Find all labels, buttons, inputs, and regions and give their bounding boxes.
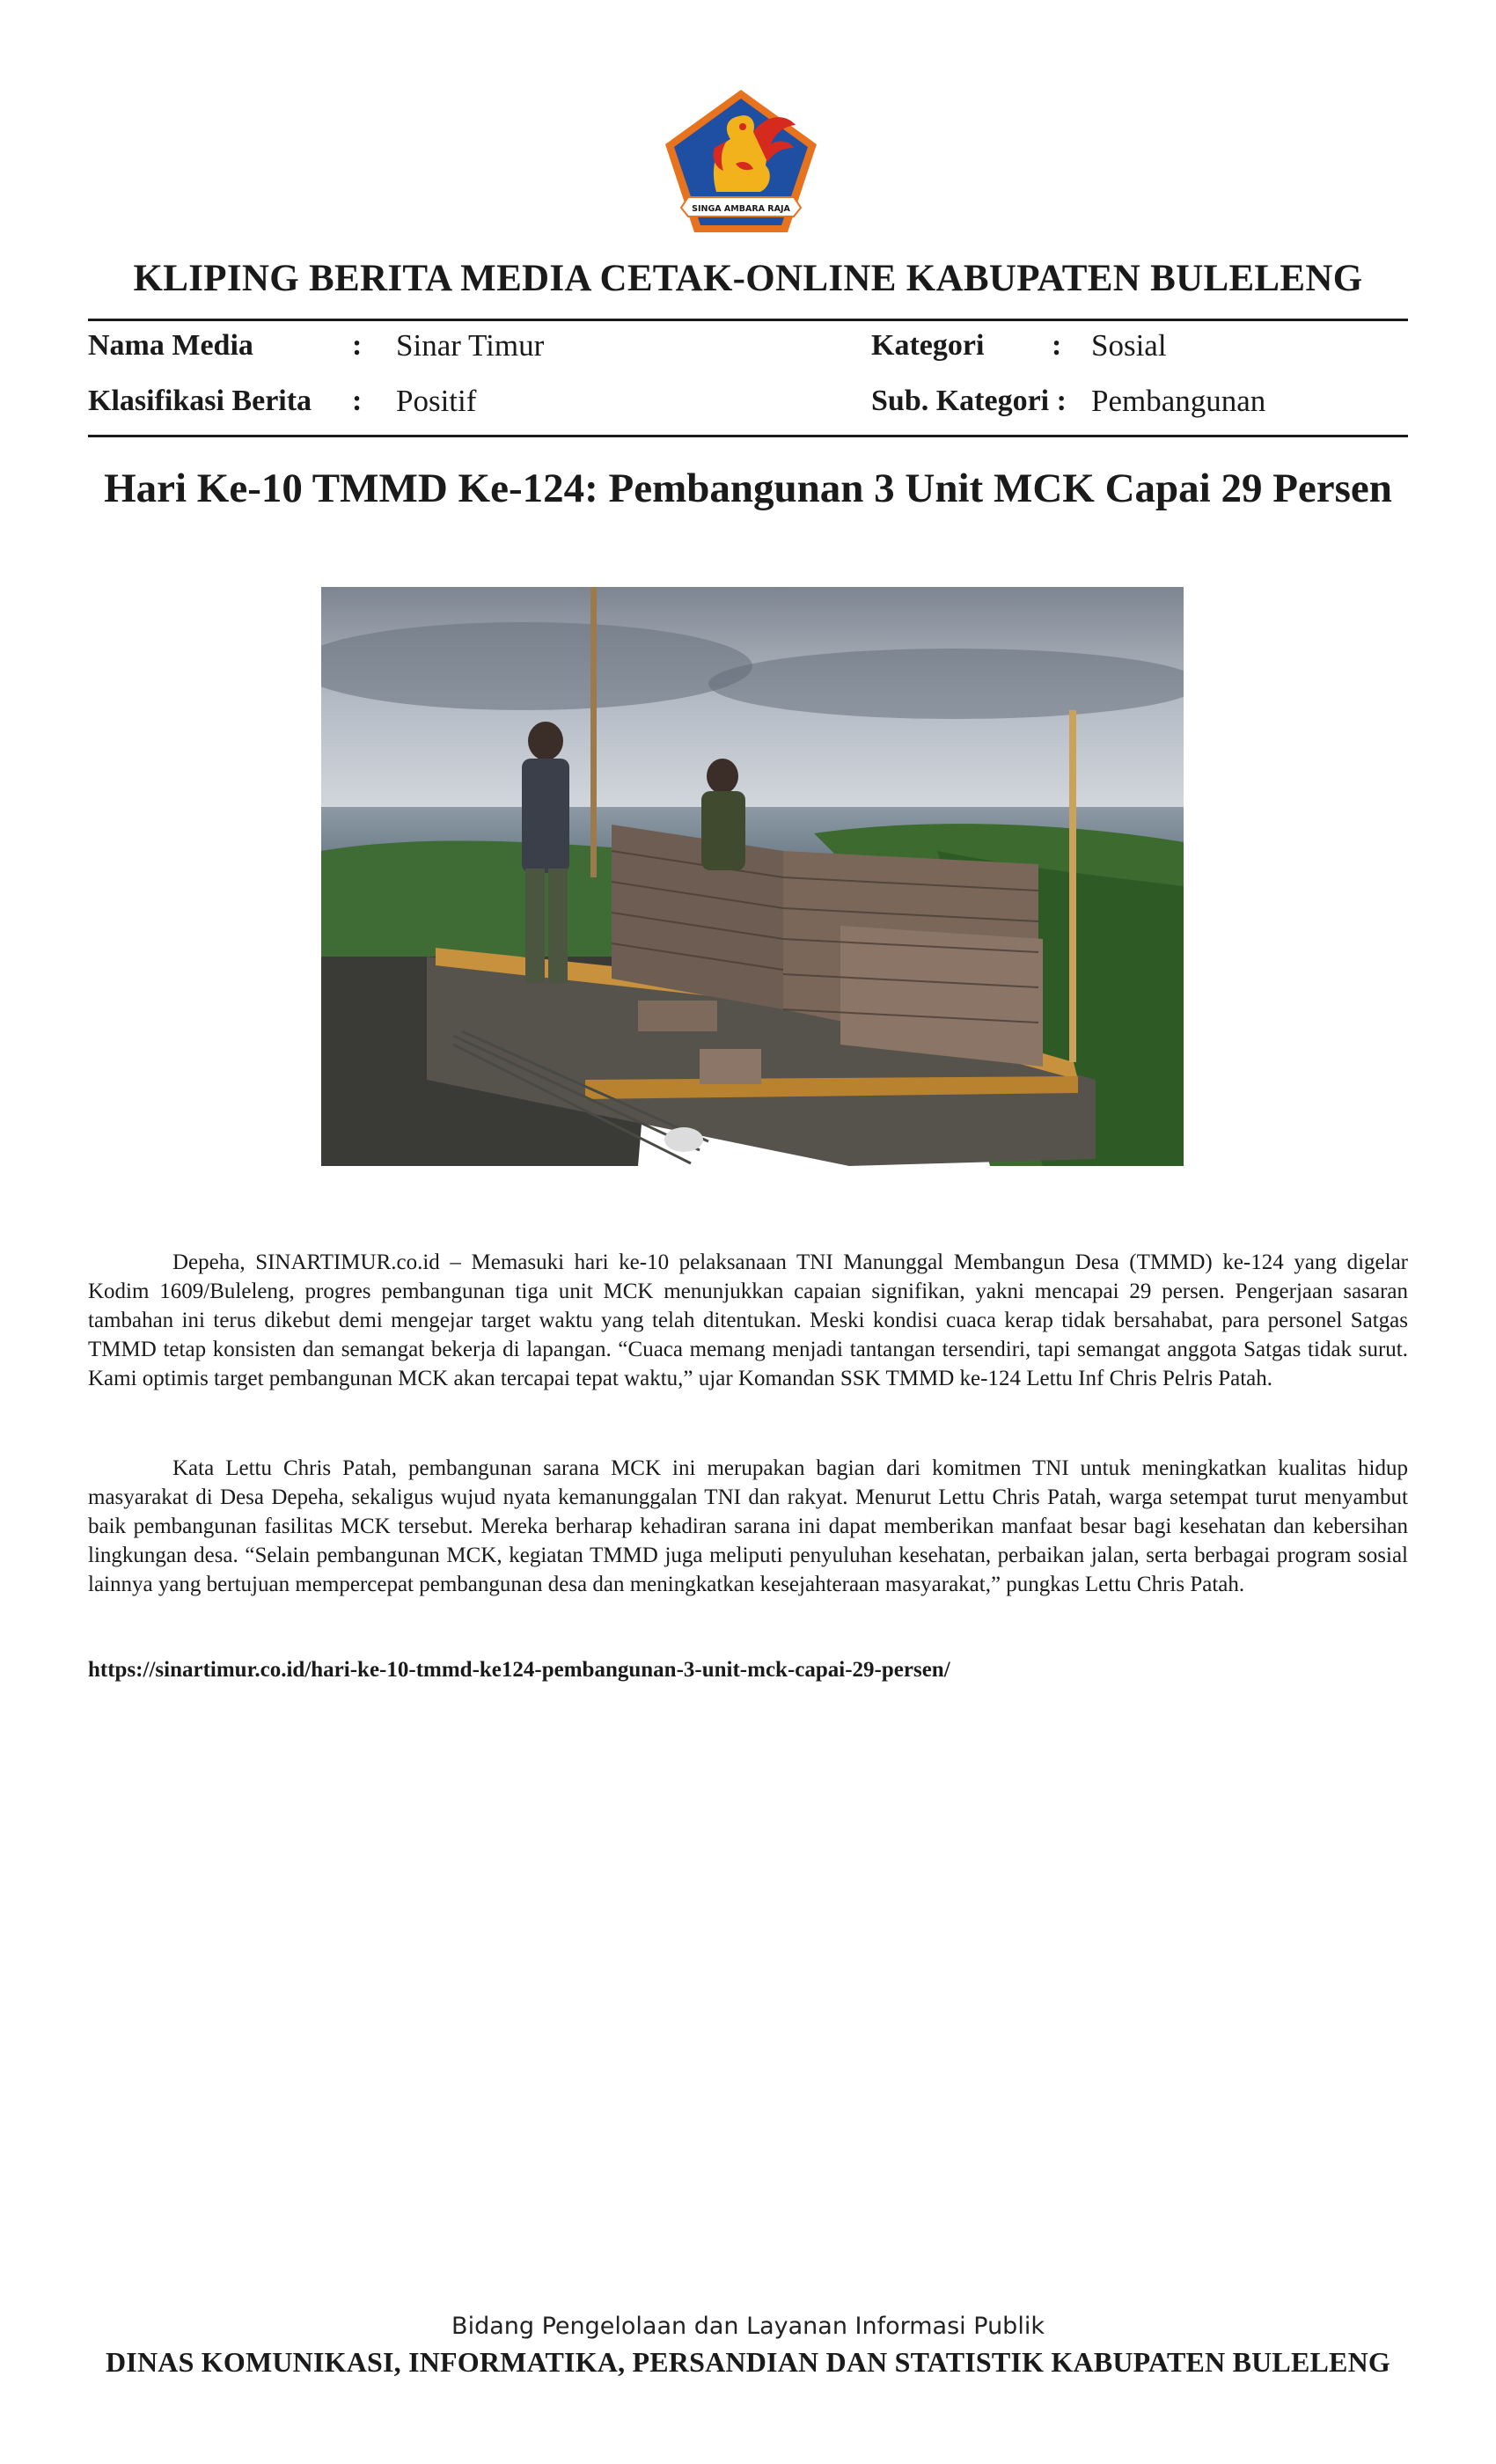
- construction-photo: [321, 587, 1184, 1166]
- source-link[interactable]: https://sinartimur.co.id/hari-ke-10-tmmd-ke124-pembangunan-3-unit-mck-capai-29-persen/: [88, 1658, 950, 1682]
- article-paragraph: Depeha, SINARTIMUR.co.id – Memasuki hari ke-10 pelaksanaan TNI Manunggal Membangun Desa (TMMD) ke-124 yang digelar Kodim 1609/Buleleng, progres pembangunan tiga unit MCK menunjukkan capaian signifikan, yakni mencapai 29 persen. Pengerjaan sasaran tambahan ini terus dikebut demi mengejar target waktu yang telah ditentukan. Meski kondisi cuaca kerap tidak bersahabat, para personel Satgas TMMD tetap konsisten dan semangat bekerja di lapangan. “Cuaca memang menjadi tantangan tersendiri, tapi semangat anggota Satgas tidak surut. Kami optimis target pembangunan MCK akan tercapai tepat waktu,” ujar Komandan SSK TMMD ke-124 Lettu Inf Chris Pelris Patah.: [88, 1250, 1408, 1390]
- classification-value: Positif: [396, 384, 477, 418]
- article-paragraph: Kata Lettu Chris Patah, pembangunan sarana MCK ini merupakan bagian dari komitmen TNI untuk meningkatkan kualitas hidup masyarakat di Desa Depeha, sekaligus wujud nyata kemanunggalan TNI dan rakyat. Menurut Lettu Chris Patah, warga setempat turut menyambut baik pembangunan fasilitas MCK tersebut. Mereka berharap kehadiran sarana ini dapat memberikan manfaat besar bagi kesehatan dan kebersihan lingkungan desa. “Selain pembangunan MCK, kegiatan TMMD juga meliputi penyuluhan kesehatan, perbaikan jalan, serta berbagai program sosial lainnya yang bertujuan mempercepat pembangunan desa dan meningkatkan kesejahteraan masyarakat,” pungkas Lettu Chris Patah.: [88, 1456, 1408, 1596]
- footer-agency: DINAS KOMUNIKASI, INFORMATIKA, PERSANDIAN DAN STATISTIK KABUPATEN BULELENG: [105, 2346, 1391, 2378]
- header-divider-bottom: [88, 435, 1408, 437]
- classification-colon: :: [352, 385, 363, 417]
- category-colon: :: [1052, 329, 1062, 362]
- article-headline: Hari Ke-10 TMMD Ke-124: Pembangunan 3 Unit MCK Capai 29 Persen: [104, 466, 1392, 511]
- clipping-title: KLIPING BERITA MEDIA CETAK-ONLINE KABUPATEN BULELENG: [133, 258, 1363, 299]
- media-name-label: Nama Media: [88, 329, 253, 362]
- footer-department: Bidang Pengelolaan dan Layanan Informasi Publik: [451, 2313, 1045, 2340]
- category-label: Kategori: [871, 329, 985, 362]
- emblem-motto-text: SINGA AMBARA RAJA: [692, 204, 790, 214]
- subcategory-label: Sub. Kategori :: [871, 385, 1067, 417]
- classification-label: Klasifikasi Berita: [88, 385, 312, 417]
- subcategory-value: Pembangunan: [1091, 384, 1266, 418]
- media-name-colon: :: [352, 329, 363, 362]
- header-divider-top: [88, 319, 1408, 321]
- media-name-value: Sinar Timur: [396, 328, 545, 363]
- category-value: Sosial: [1091, 328, 1167, 363]
- regency-emblem: [662, 86, 820, 236]
